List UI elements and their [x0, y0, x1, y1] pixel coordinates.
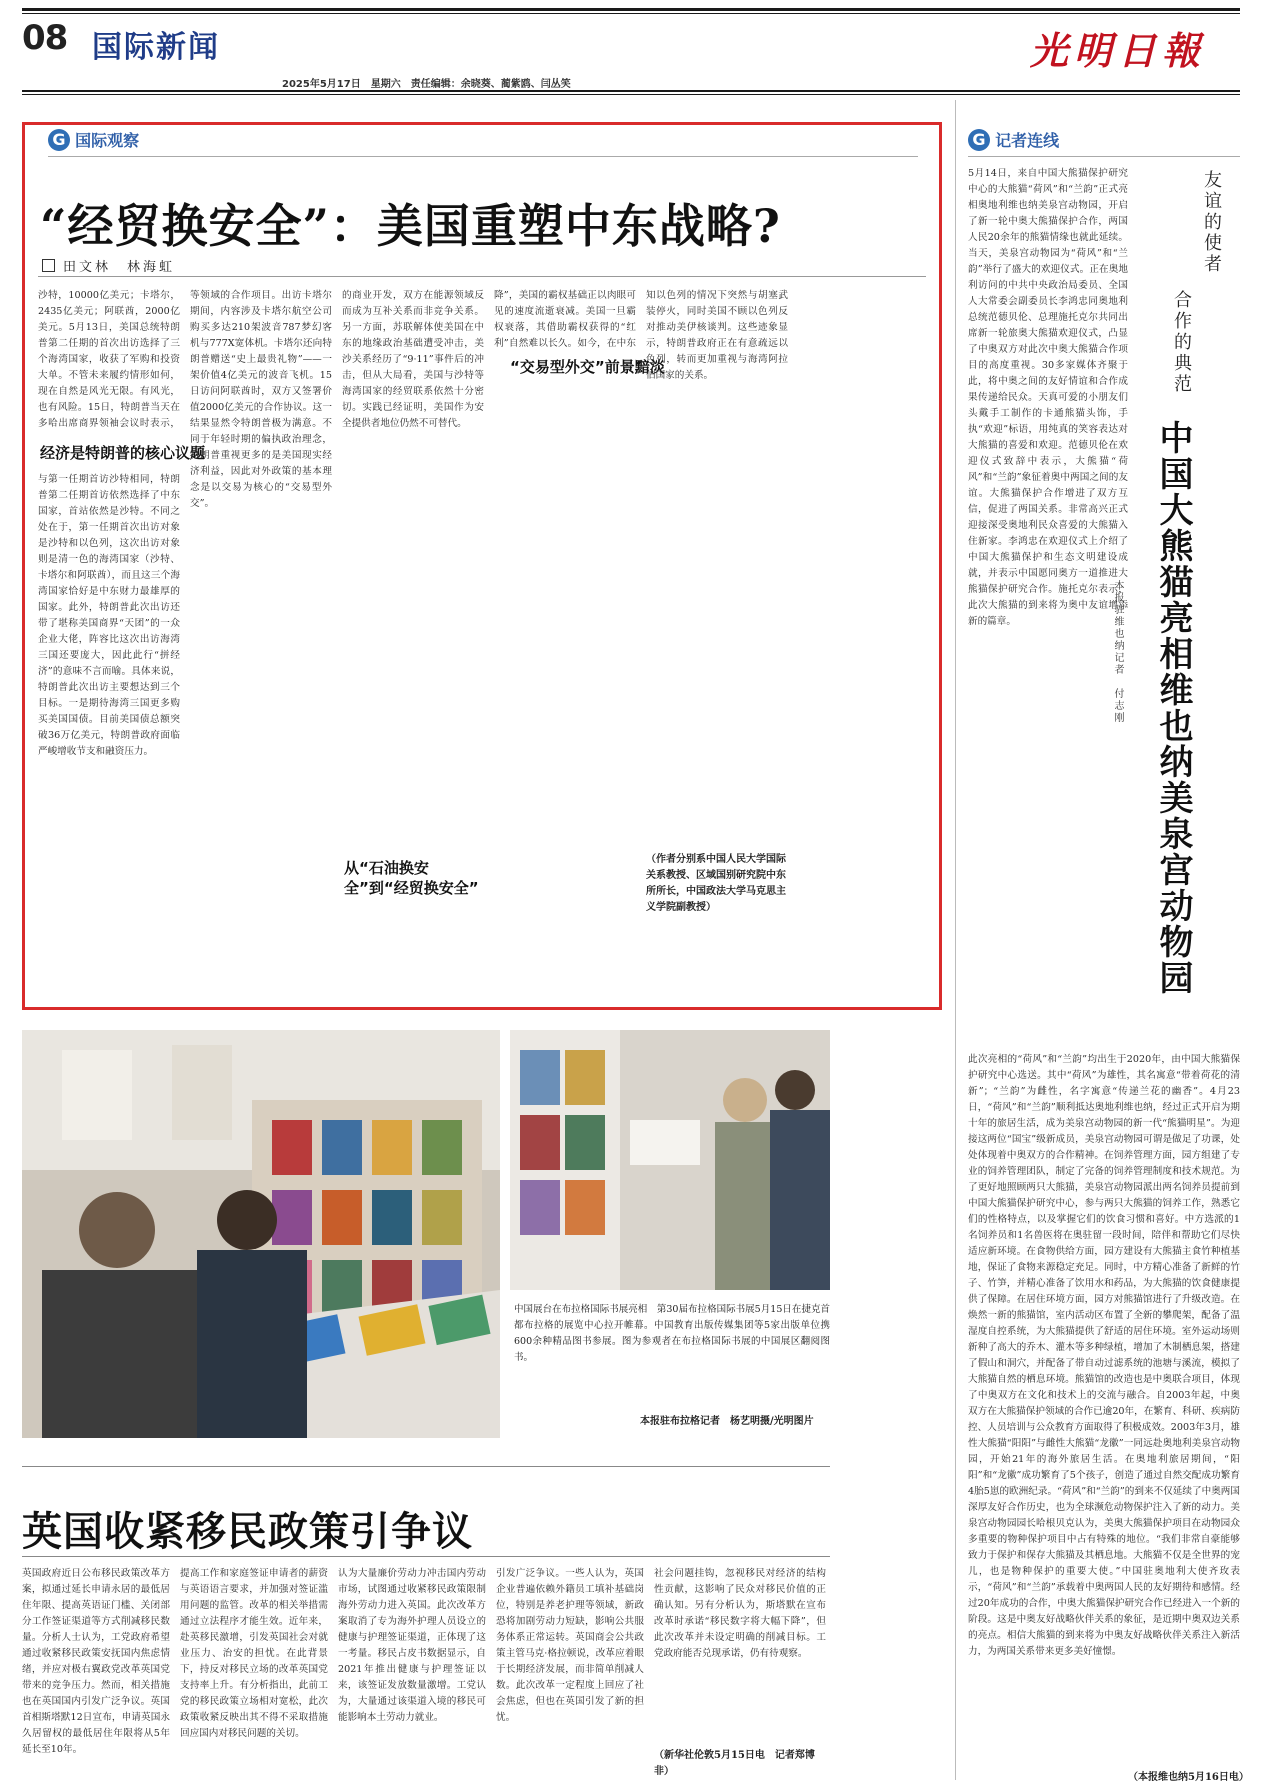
uk-column-5: 社会问题挂钩，忽视移民对经济的结构性贡献，这影响了民众对移民价值的正确认知。另有分析认为，斯塔默在宣布改革时承诺“移民数字将大幅下降”，但此次改革并未设定明确的削减目标。工党政府能否兑现承诺，仍有待观察。 — [654, 1568, 826, 1659]
observation-column-4: 降”，美国的霸权基础正以肉眼可见的速度流逝衰减。美国一旦霸权衰落，其借助霸权获得的“红利”自然难以长久。如今，在中东 — [494, 290, 636, 348]
uk-column-2: 提高工作和家庭签证申请者的薪资与英语语言要求，并加强对签证滥用问题的监管。改革的相关举措需通过立法程序才能生效。近年来，赴英移民激增，引发英国社会对就业压力、治安的担忧。在此背景下，持反对移民立场的改革英国党支持率上升。有分析指出，此前工党的移民政策立场相对宽松，此次政策收紧反映出其不得不采取措施回应国内对移民问题的关切。 — [180, 1568, 328, 1739]
uk-dateline: （新华社伦敦5月15日电 记者郑博非） — [654, 1750, 815, 1777]
subhead-transactional-diplomacy: “交易型外交”前景黯淡 — [510, 358, 665, 376]
photo-caption: 中国展台在布拉格国际书展亮相 第30届布拉格国际书展5月15日在捷克首都布拉格的展览中心拉开帷幕。中国教育出版传媒集团等5家出版单位携600余种精品图书参展。图为参观者在布拉格国际书展的中国展区翻阅图书。 — [514, 1304, 830, 1363]
author-note: （作者分别系中国人民大学国际关系教授、区域国别研究院中东所所长，中国政法大学马克思主义学院副教授） — [646, 854, 786, 913]
observation-byline: 田文林 林海虹 — [42, 256, 175, 275]
section-title: 国际新闻 — [92, 30, 220, 65]
side-byline: 本报驻维也纳记者 付志刚 — [1112, 580, 1123, 724]
subhead-oil-for-security: 从“石油换安全”到“经贸换安全” — [344, 859, 479, 897]
observation-headline: “经贸换安全”：美国重塑中东战略? — [40, 199, 781, 253]
issue-meta: 2025年5月17日 星期六 责任编辑：余晓葵、蔺紫鸥、闫丛笑 — [282, 79, 571, 90]
observation-label: G 国际观察 — [48, 128, 139, 151]
observation-column-2: 等领域的合作项目。出访卡塔尔期间，内容涉及卡塔尔航空公司购买多达210架波音787梦幻客机与777X宽体机。卡塔尔还向特朗普赠送“史上最贵礼物”——一架价值4亿美元的波音飞机。15日访问阿联酋时，双方又签署价值2000亿美元的合作协议。这一结果显然令特朗普极为满意。不同于年轻时期的偏执政治理念，特朗普重视更多的是美国现实经济利益，因此对外政策的基本理念是以交易为核心的“交易型外交”。 — [190, 290, 332, 509]
uk-column-3: 认为大量廉价劳动力冲击国内劳动市场，试图通过收紧移民政策限制海外劳动力进入英国。此次改革方案取消了专为海外护理人员设立的健康与护理签证渠道，正体现了这一考量。移民占皮书数据显示，自2021年推出健康与护理签证以来，该签证发放数量激增。工党认为，大量通过该渠道入境的移民可能影响本土劳动力就业。 — [338, 1568, 486, 1723]
g-logo-icon: G — [48, 129, 70, 151]
photo-book-fair-booth — [510, 1030, 830, 1290]
side-label: G 记者连线 — [968, 128, 1059, 151]
photo-book-fair-readers — [22, 1030, 500, 1438]
uk-headline: 英国收紧移民政策引争议 — [22, 1508, 473, 1555]
page-number: 08 — [22, 18, 68, 58]
masthead-logo: 光明日報 — [1030, 28, 1207, 73]
side-dateline: （本报维也纳5月16日电） — [1128, 1772, 1249, 1783]
kicker-friendship: 友谊的使者 — [1201, 170, 1222, 275]
observation-column-1b: 与第一任期首访沙特相同，特朗普第二任期首访依然选择了中东国家，首站依然是沙特。不同之处在于，第一任期首次出访对象是沙特和以色列，这次出访对象则是清一色的海湾国家（沙特、卡塔尔和阿联酋），而且这三个海湾国家恰好是中东财力最雄厚的国家。此外，特朗普此次出访还带了堪称美国商界“天团”的一众企业大佬，阵容比这次出访海湾三国还要庞大，因此此行“拼经济”的意味不言而喻。具体来说，特朗普此次出访主要想达到三个目标。一是期待海湾三国更多购买美国国债。目前美国债总额突破36万亿美元，特朗普政府面临严峻增收节支和融资压力。 — [38, 474, 180, 757]
photo-credit: 本报驻布拉格记者 杨艺明摄/光明图片 — [640, 1416, 814, 1427]
side-text-bottom: 此次亮相的“荷风”和“兰韵”均出生于2020年，由中国大熊猫保护研究中心选送。其中“荷风”为雄性，其名寓意“带着荷花的清新”；“兰韵”为雌性，名字寓意“传递兰花的幽香”。4月23日，“荷风”和“兰韵”顺利抵达奥地利维也纳，经过正式开启为期十年的旅居生活，成为美泉宫动物园的新一代“熊猫明星”。为迎接这两位“国宝”级新成员，美泉宫动物园可谓是做足了功课，处处体现着中奥双方的合作精神。在饲养管理方面，园方组建了专业的饲养管理团队，制定了完备的饲养管理制度和技术规范。为了更好地照顾两只大熊猫，美泉宫动物园派出两名饲养员提前到中国大熊猫保护研究中心，参与两只大熊猫的饲养工作，熟悉它们的性格特点，以及掌握它们的饮食习惯和喜好。中方选派的1名饲养员和1名兽医将在奥驻留一段时间，陪伴和帮助它们尽快适应新环境。在食物供给方面，园方建设有大熊猫主食竹种植基地，保证了食物来源稳定充足。同时，中方精心准备了新鲜的竹子、竹笋，并精心准备了饮用水和药品，为大熊猫的饮食健康提供了保障。在居住环境方面，园方对熊猫馆进行了升级改造。在焕然一新的熊猫馆，室内活动区布置了全新的攀爬架，配备了温湿度自控系统，为大熊猫提供了舒适的居住环境。室外运动场则新种了高大的乔木、灌木等多种绿植，增加了木制栖息架，搭建了假山和洞穴，并配备了带自动过滤系统的池塘与溪流，模拟了大熊猫自然的栖息环境。熊猫馆的改造也是中奥联合项目，体现了中奥双方在文化和技术上的交流与融合。自2003年起，中奥双方在大熊猫保护领域的合作已逾20年，在繁育、科研、疾病防控、人员培训与公众教育方面取得了积极成效。2003年3月，雄性大熊猫“阳阳”与雌性大熊猫“龙徽”一同远赴奥地利美泉宫动物园，开始21年的海外旅居生活。在奥地利旅居期间，“阳阳”和“龙徽”成功繁育了5个孩子，创造了通过自然交配成功繁育4胎5崽的欧洲纪录。“荷风”和“兰韵”的到来不仅延续了中奥两国深厚友好合作历史，也为全球濒危动物保护注入了新的动力。美泉宫动物园园长哈根贝克认为，美奥大熊猫保护项目在动物园众多重要的物种保护项目中占有特殊的地位。“我们非常自豪能够致力于保护和保存大熊猫及其栖息地。大熊猫不仅是全世界的宠儿，也是物种保护的重要大使。”中国驻奥地利大使齐玫表示，“荷风”和“兰韵”承载着中奥两国人民的友好期待和感情。经过20年成功的合作，中奥大熊猫保护研究合作已经进入一个新的阶段。这是中奥友好战略伙伴关系的象征，是近期中奥双边关系的亮点。相信大熊猫的到来将为中奥友好战略伙伴关系注入新活力，为两国关系带来更多美好憧憬。 — [968, 1054, 1240, 1657]
observation-column-5: 知以色列的情况下突然与胡塞武装停火，同时美国不顾以色列反对推动美伊核谈判。这些迹象显示，特朗普政府正在有意疏远以色列，转而更加重视与海湾阿拉伯国家的关系。 — [646, 290, 788, 381]
side-text-top: 5月14日，来自中国大熊猫保护研究中心的大熊猫“荷风”和“兰韵”正式亮相奥地利维也纳美泉宫动物园，开启了新一轮中奥大熊猫保护合作，两国人民20余年的熊猫情缘也就此延续。当天，美泉宫动物园为“荷风”和“兰韵”举行了盛大的欢迎仪式。正在奥地利访问的中共中央政治局委员、全国人大常委会副委员长李鸿忠同奥地利总统范德贝伦、总理施托克尔共同出席新一轮旅奥大熊猫欢迎仪式，凸显了中奥双方对此次中奥大熊猫合作项目的高度重视。30多家媒体齐聚于此，将中奥之间的友好情谊和合作成果传递给民众。天真可爱的小朋友们头戴手工制作的卡通熊猫头饰，手执“欢迎”标语，用纯真的笑容表达对大熊猫的喜爱和欢迎。范德贝伦在欢迎仪式致辞中表示，大熊猫“荷风”和“兰韵”象征着奥中两国之间的友谊。大熊猫保护合作增进了双方互信，促进了两国关系。非常高兴正式迎接深受奥地利民众喜爱的大熊猫入住新家。李鸿忠在欢迎仪式上介绍了中国大熊猫保护和生态文明建设成就，并表示中国愿同奥方一道推进大熊猫保护研究合作。施托克尔表示，此次大熊猫的到来将为奥中友谊增添新的篇章。 — [968, 168, 1128, 627]
g-logo-icon-side: G — [968, 129, 990, 151]
byline-square-icon — [42, 259, 55, 272]
uk-column-1: 英国政府近日公布移民政策改革方案，拟通过延长申请永居的最低居住年限、提高英语证门槛、关闭部分工作签证渠道等方式削减移民数量。分析人士认为，工党政府希望通过收紧移民政策安抚国内焦虑情绪，并应对极右翼政党改革英国党带来的竞争压力。然而，相关措施也在英国国内引发广泛争议。英国首相斯塔默12日宣布，申请英国永久居留权的最低居住年限将从5年延长至10年。 — [22, 1568, 170, 1755]
observation-column-1a: 沙特，10000亿美元；卡塔尔，2435亿美元；阿联酋，2000亿美元。5月13日，美国总统特朗普第二任期的首次出访选择了三个海湾国家，收获了军购和投资大单。不管未来履约情形如何，现在自然是风光无限。有风光，也有风险。15日，特朗普当天在多哈出席商界领袖会议时表示， — [38, 290, 180, 429]
side-headline: 中国大熊猫亮相维也纳美泉宫动物园 — [1153, 420, 1193, 996]
uk-column-4: 引发广泛争议。一些人认为，英国企业普遍依赖外籍员工填补基础岗位，特别是养老护理等领域，新政恐将加剧劳动力短缺，影响公共服务体系正常运转。英国商会公共政策主管马克·格拉顿说，改革应着眼于长期经济发展，而非简单削减人数。此次改革一定程度上回应了社会焦虑，但也在英国引发了新的担忧。 — [496, 1568, 644, 1723]
kicker-cooperation: 合作的典范 — [1171, 290, 1192, 395]
observation-column-3: 的商业开发，双方在能源领域反而成为互补关系而非竞争关系。另一方面，苏联解体使美国在中东的地缘政治基础遭受冲击，美沙关系经历了“9·11”事件后的冲击，但从大局看，美国与沙特等海湾国家的经贸联系依然十分密切。实践已经证明，美国作为安全提供者地位仍然不可替代。 — [342, 290, 484, 429]
subhead-economy: 经济是特朗普的核心议题 — [40, 444, 206, 462]
